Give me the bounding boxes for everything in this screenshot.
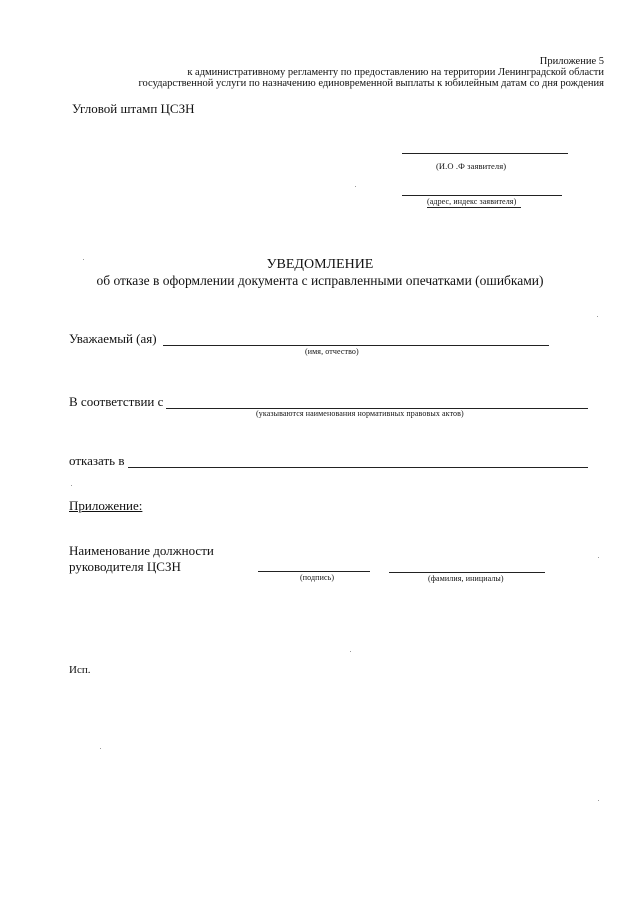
- scan-speck: [598, 557, 599, 558]
- document-title: УВЕДОМЛЕНИЕ: [266, 257, 374, 272]
- scan-speck: [350, 651, 351, 652]
- signature-line[interactable]: [258, 571, 370, 572]
- scan-speck: [83, 259, 84, 260]
- refuse-label: отказать в: [69, 453, 125, 468]
- dear-name-caption: (имя, отчество): [305, 347, 359, 356]
- accordance-label: В соответствии с: [69, 394, 164, 409]
- corner-stamp-label: Угловой штамп ЦСЗН: [72, 101, 195, 116]
- scan-speck: [597, 316, 598, 317]
- attachment-label: Приложение:: [69, 498, 143, 513]
- document-subtitle: об отказе в оформлении документа с исправленными опечатками (ошибками): [96, 273, 544, 288]
- accordance-caption: (указываются наименования нормативных правовых актов): [256, 409, 464, 418]
- dear-name-line[interactable]: [163, 345, 549, 346]
- applicant-address-caption: (адрес, индекс заявителя): [427, 197, 517, 206]
- signature-caption: (подпись): [300, 573, 335, 582]
- applicant-name-caption: (И.О .Ф заявителя): [436, 161, 507, 171]
- dear-label: Уважаемый (ая): [69, 331, 157, 346]
- surname-initials-caption: (фамилия, инициалы): [428, 574, 504, 583]
- scan-speck: [355, 186, 356, 187]
- position-title-line-2: руководителя ЦСЗН: [69, 559, 181, 574]
- scan-speck: [71, 485, 72, 486]
- header-line-2: государственной услуги по назначению единовременной выплаты к юбилейным датам со дня рождения: [138, 78, 604, 89]
- header-appendix: Приложение 5: [539, 56, 604, 67]
- executor-label: Исп.: [69, 664, 91, 676]
- scan-speck: [598, 800, 599, 801]
- scan-speck: [100, 748, 101, 749]
- position-title-line-1: Наименование должности: [69, 543, 214, 558]
- applicant-address-line: [402, 195, 562, 196]
- header-line-1: к административному регламенту по предоставлению на территории Ленинградской области: [187, 67, 604, 78]
- surname-initials-line[interactable]: [389, 572, 545, 573]
- applicant-address-underline: [427, 207, 521, 208]
- applicant-name-line: [402, 153, 568, 154]
- refuse-line[interactable]: [128, 467, 588, 468]
